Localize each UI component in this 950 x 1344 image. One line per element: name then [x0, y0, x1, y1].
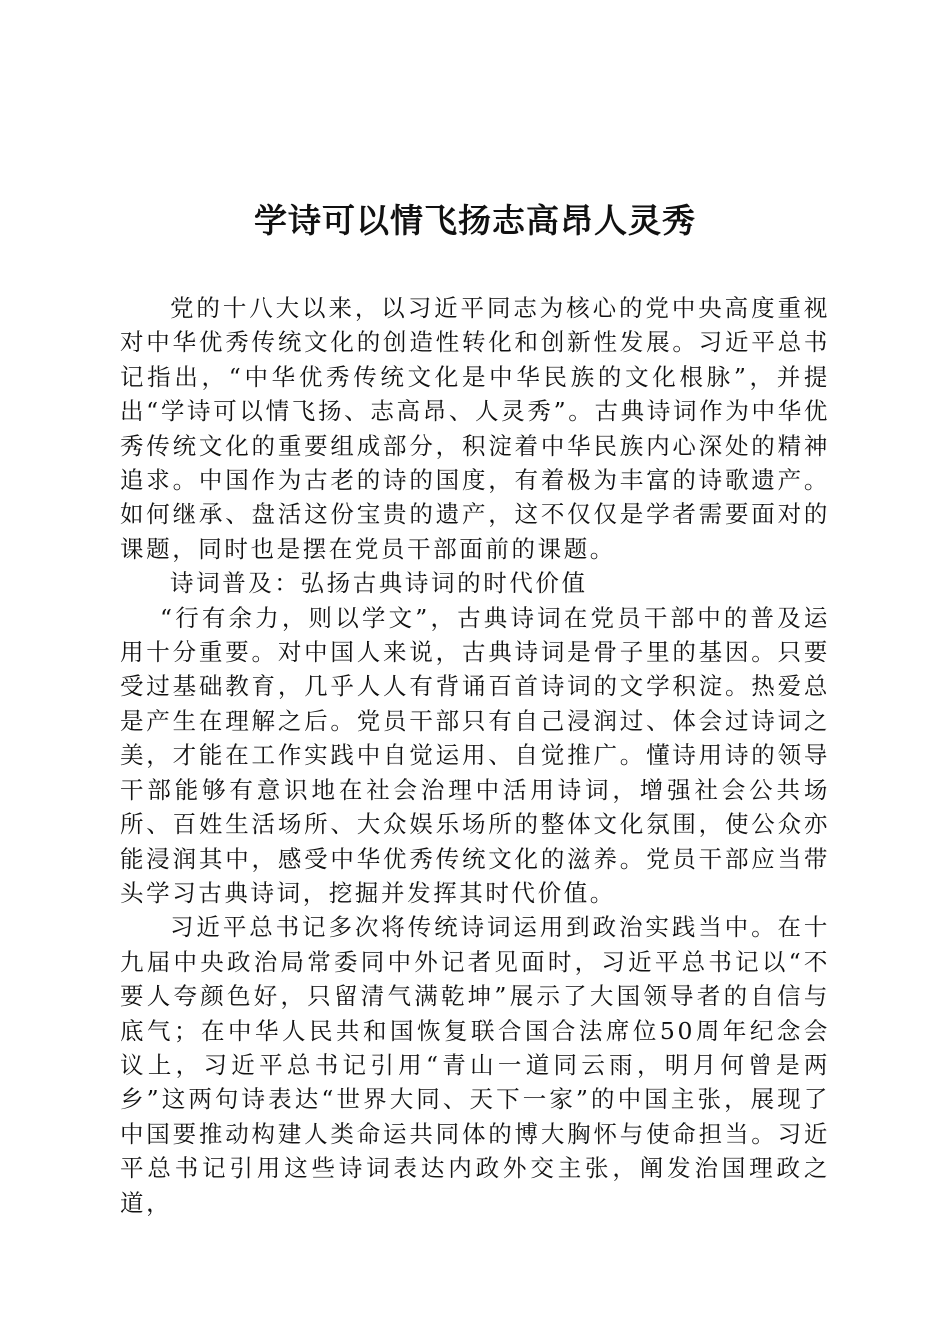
- document-body: [120, 291, 830, 1220]
- section-heading: 诗词普及：弘扬古典诗词的时代价值: [170, 569, 588, 598]
- document-title: 学诗可以情飞扬志高昂人灵秀: [254, 201, 696, 240]
- paragraph-intro: 党的十八大以来，以习近平同志为核心的党中央高度重视对中华优秀传统文化的创造性转化和创新性发展。习近平总书记指出，“中华优秀传统文化是中华民族的文化根脉”，并提出“学诗可以情飞扬、志高昂、人灵秀”。古典诗词作为中华优秀传统文化的重要组成部分，积淀着中华民族内心深处的精神追求。中国作为古老的诗的国度，有着极为丰富的诗歌遗产。如何继承、盘活这份宝贵的遗产，这不仅仅是学者需要面对的课题，同时也是摆在党员干部面前的课题。: [120, 294, 830, 563]
- paragraph-poetry-popularization: “行有余力，则以学文”，古典诗词在党员干部中的普及运用十分重要。对中国人来说，古典诗词是骨子里的基因。只要受过基础教育，几乎人人有背诵百首诗词的文学积淀。热爱总是产生在理解之后。党员干部只有自己浸润过、体会过诗词之美，才能在工作实践中自觉运用、自觉推广。懂诗用诗的领导干部能够有意识地在社会治理中活用诗词，增强社会公共场所、百姓生活场所、大众娱乐场所的整体文化氛围，使公众亦能浸润其中，感受中华优秀传统文化的滋养。党员干部应当带头学习古典诗词，挖掘并发挥其时代价值。: [120, 603, 830, 907]
- paragraph-political-practice: 习近平总书记多次将传统诗词运用到政治实践当中。在十九届中央政治局常委同中外记者见面时，习近平总书记以“不要人夸颜色好，只留清气满乾坤”展示了大国领导者的自信与底气；在中华人民共和国恢复联合国合法席位50周年纪念会议上，习近平总书记引用“青山一道同云雨，明月何曾是两乡”这两句诗表达“世界大同、天下一家”的中国主张，展现了中国要推动构建人类命运共同体的博大胸怀与使命担当。习近平总书记引用这些诗词表达内政外交主张，阐发治国理政之道，: [120, 913, 830, 1217]
